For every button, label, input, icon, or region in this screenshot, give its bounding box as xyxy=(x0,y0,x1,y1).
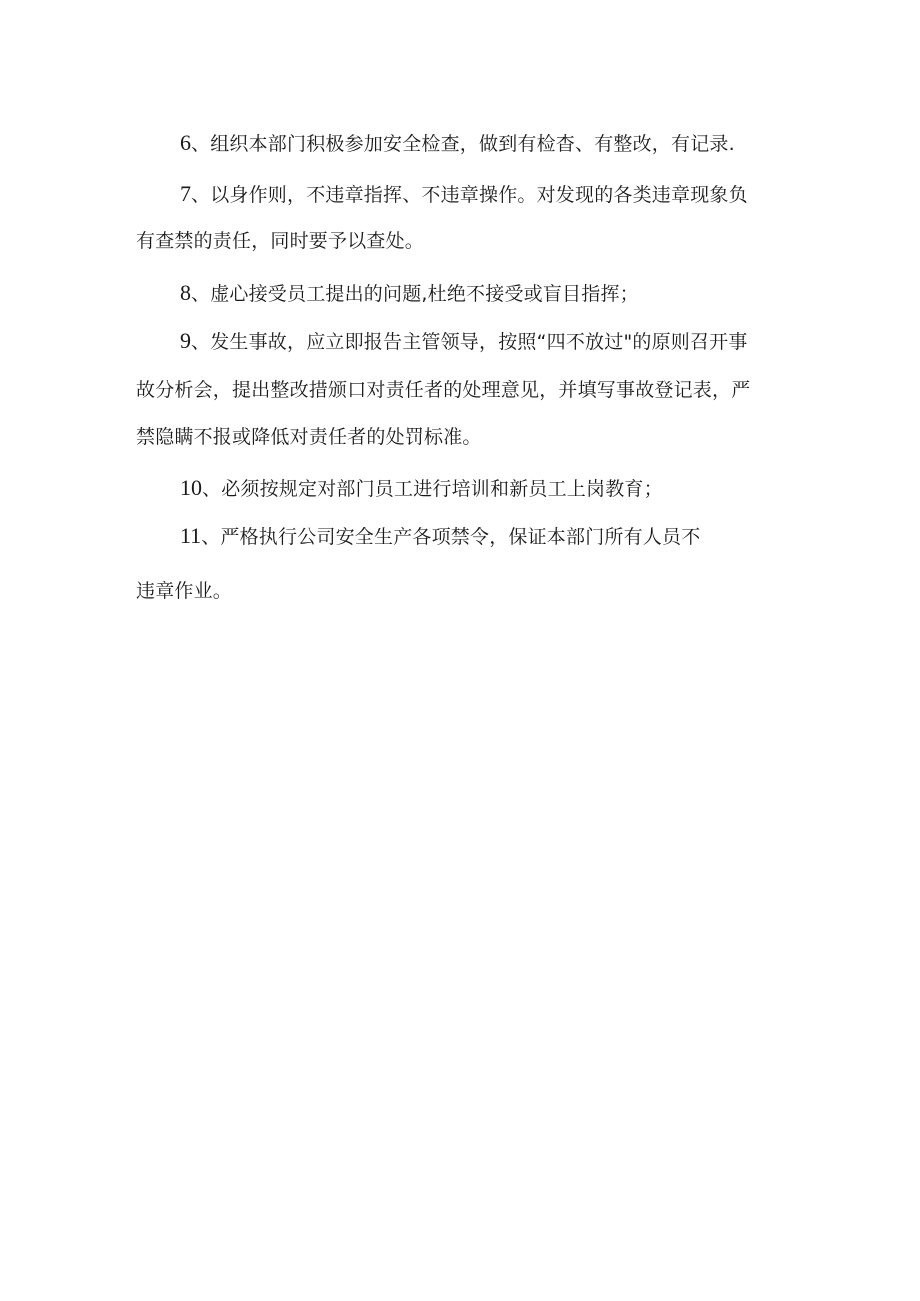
item-7-line-1 xyxy=(180,182,748,207)
item-11-line-2 xyxy=(136,579,232,603)
item-9-line-1 xyxy=(180,329,748,354)
item-number: 8 xyxy=(180,280,191,305)
item-text: 违章作业。 xyxy=(136,580,233,602)
item-number: 10 xyxy=(180,475,202,500)
item-9-line-2 xyxy=(136,378,750,402)
item-text: 、以身作则，不违章指挥、不违章操作。对发现的各类违章现象负 xyxy=(191,184,748,206)
item-text: 、发生事故，应立即报告主管领导，按照“四不放过"的原则召开事 xyxy=(191,331,748,353)
item-11-line-1 xyxy=(180,524,700,549)
item-number: 6 xyxy=(180,130,191,155)
item-text: 、组织本部门积极参加安全检查，做到有检杳、有整改，有记录. xyxy=(191,133,735,155)
item-9-line-3 xyxy=(136,425,482,449)
item-10-line-1 xyxy=(180,476,663,501)
item-text: 禁隐瞒不报或降低对责任者的处罚标准。 xyxy=(136,426,482,448)
item-number: 9 xyxy=(180,328,191,353)
item-number: 11 xyxy=(180,523,202,548)
item-7-line-2 xyxy=(136,229,424,253)
item-text: 、必须按规定对部门员工进行培训和新员工上岗教育； xyxy=(202,478,663,500)
item-8-line-1 xyxy=(180,281,639,306)
item-text: 、严格执行公司安全生产各项禁令，保证本部门所有人员不 xyxy=(201,526,701,548)
item-text: 有查禁的责任，同时要予以查处。 xyxy=(136,230,425,252)
item-text: 、虚心接受员工提出的问题,杜绝不接受或盲目指挥； xyxy=(191,283,639,305)
item-text: 故分析会，提出整改措颁口对责任者的处理意见，并填写事故登记表，严 xyxy=(136,379,751,401)
item-number: 7 xyxy=(180,181,191,206)
item-6-line-1 xyxy=(180,131,735,156)
